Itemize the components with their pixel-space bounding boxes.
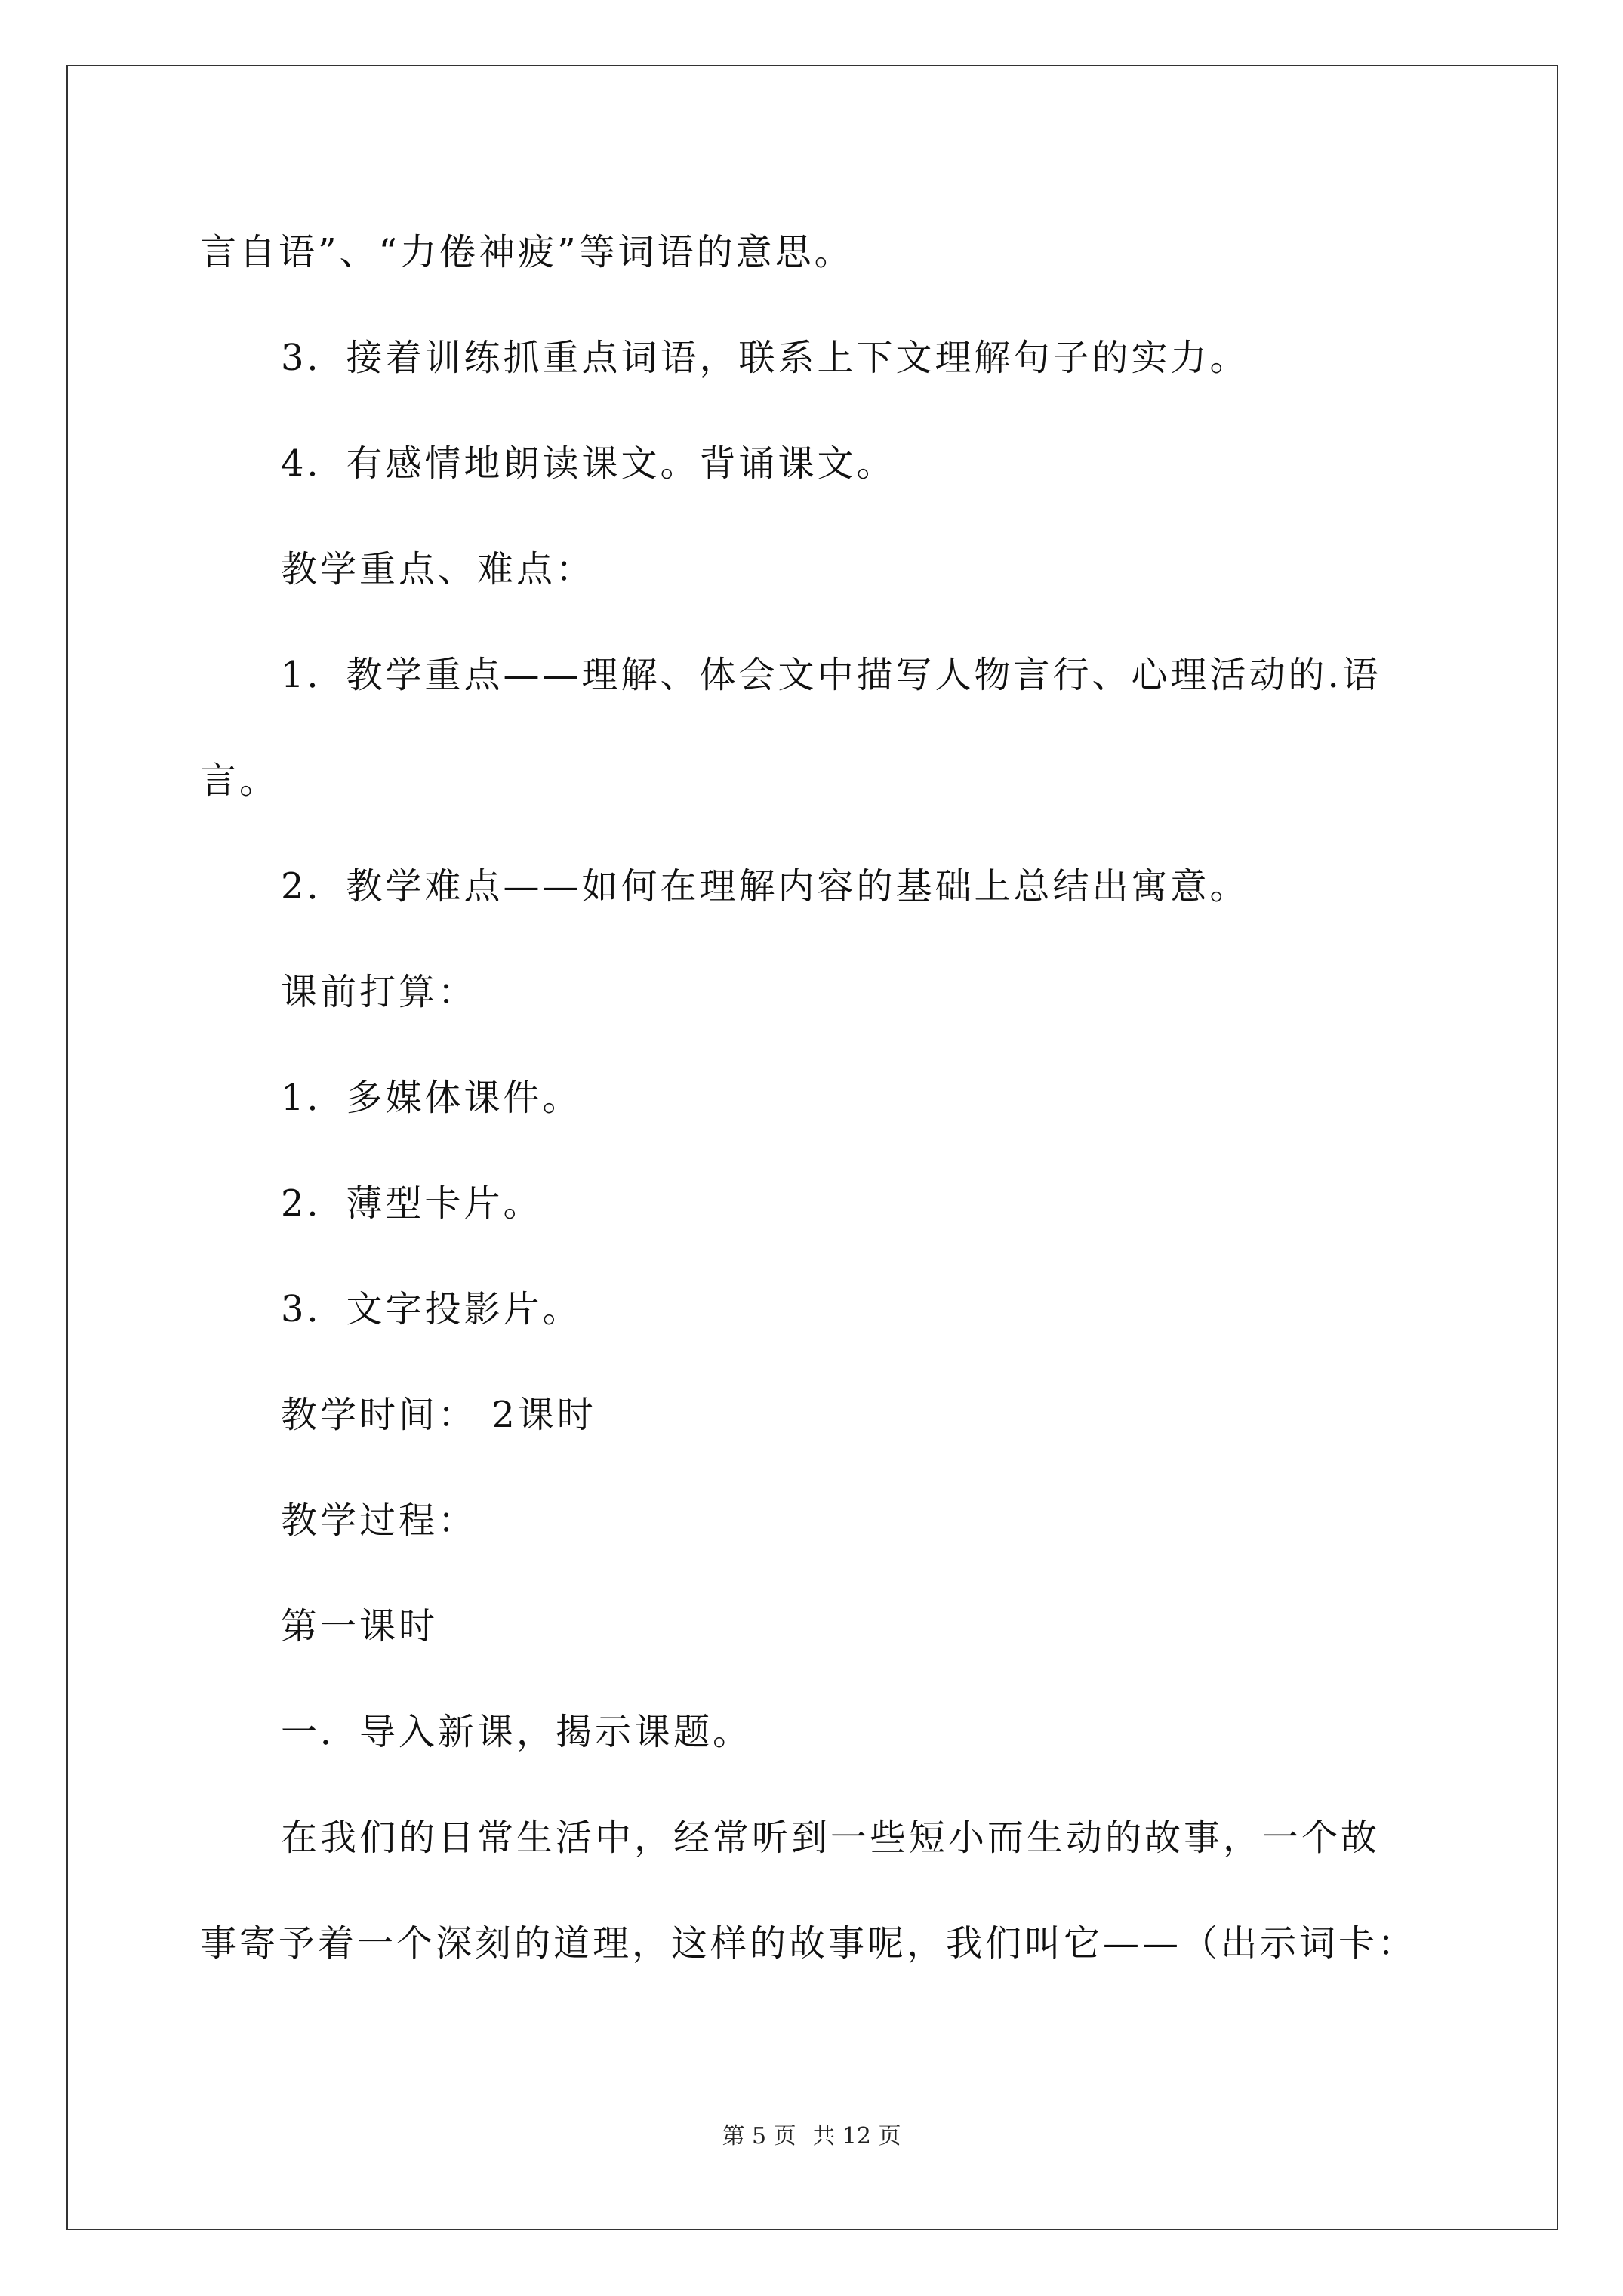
page-footer [0,2122,1623,2152]
page-number-total: 共 12 页 [812,2123,901,2150]
text-line-6: 言。 [200,760,279,802]
text-line-4: 教学重点、难点： [281,548,596,590]
text-line-1: 言自语”、“力倦神疲”等词语的意思。 [200,231,854,273]
text-line-12: 教学时间： 2课时 [281,1394,596,1436]
page-number-current: 第 5 页 [722,2123,796,2150]
text-line-3: 4．有感情地朗读课文。背诵课文。 [281,442,896,485]
text-line-5: 1．教学重点——理解、体会文中描写人物言行、心理活动的.语 [281,654,1381,696]
text-line-16: 在我们的日常生活中，经常听到一些短小而生动的故事，一个故 [281,1817,1381,1859]
text-line-14: 第一课时 [281,1605,439,1647]
text-line-11: 3．文字投影片。 [281,1288,582,1330]
text-line-10: 2．薄型卡片。 [281,1182,543,1225]
text-line-15: 一．导入新课，揭示课题。 [281,1711,753,1753]
page-border [66,65,1558,2230]
text-line-17: 事寄予着一个深刻的道理，这样的故事呢，我们叫它——（出示词卡： [200,1922,1418,1965]
text-line-8: 课前打算： [281,971,478,1013]
text-line-13: 教学过程： [281,1499,478,1542]
text-line-7: 2．教学难点——如何在理解内容的基础上总结出寓意。 [281,865,1249,908]
text-line-2: 3．接着训练抓重点词语，联系上下文理解句子的实力。 [281,337,1249,379]
text-line-9: 1．多媒体课件。 [281,1077,582,1119]
